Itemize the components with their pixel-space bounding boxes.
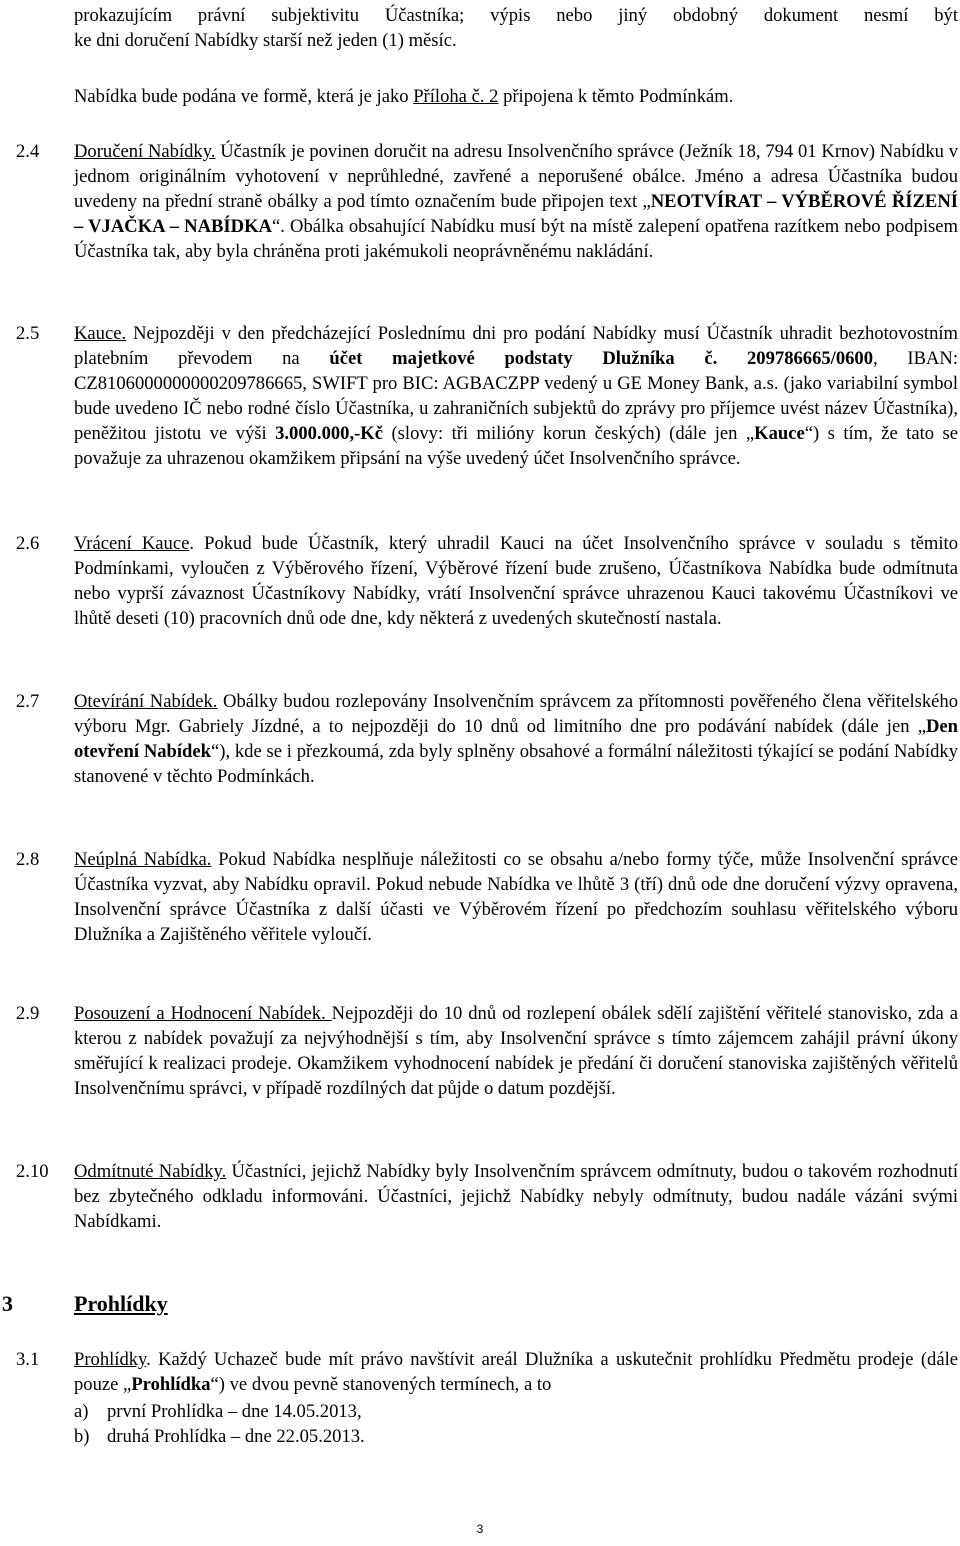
section-number-2-6: 2.6 (16, 533, 40, 554)
section-number-2-4: 2.4 (16, 141, 40, 162)
section-title: Vrácení Kauce (74, 533, 190, 554)
section-number-2-9: 2.9 (16, 1003, 40, 1024)
section-number-3-1: 3.1 (16, 1349, 40, 1370)
section-number-2-10: 2.10 (16, 1161, 49, 1182)
section-2-10: Odmítnuté Nabídky. Účastníci, jejichž Nabídky byly Insolvenčním správcem odmítnuty, budou o takovém rozhodnutí bez zbytečného odkladu informováni. Účastníci, jejichž Nabídky nebyly odmítnuty, budou nadále vázáni svými Nabídkami. (74, 1161, 958, 1232)
section-2-4: Doručení Nabídky. Účastník je povinen doručit na adresu Insolvenčního správce (Ježník 18, 794 01 Krnov) Nabídku v jednom originálním vyhotovení v neprůhledné, zavřené a neporušené obálce. Jméno a adresa Účastníka budou uvedeny na přední straně obálky a pod tímto označením bude připojen text „NEOTVÍRAT – VÝBĚROVÉ ŘÍZENÍ – VJAČKA – NABÍDKA“. Obálka obsahující Nabídku musí být na místě zalepení opatřena razítkem nebo podpisem Účastníka tak, aby byla chráněna proti jakémukoli neoprávněnému nakládání. (74, 141, 959, 262)
section-title: Neúplná Nabídka. (74, 849, 212, 870)
section-title: Kauce. (74, 323, 127, 344)
section-title: Odmítnuté Nabídky. (74, 1161, 227, 1182)
section-title: Posouzení a Hodnocení Nabídek. (74, 1003, 332, 1024)
section-number-2-7: 2.7 (16, 691, 40, 712)
heading-prohlidky: Prohlídky (74, 1291, 168, 1316)
section-2-6: Vrácení Kauce. Pokud bude Účastník, který uhradil Kauci na účet Insolvenčního správce v souladu s těmito Podmínkami, vyloučen z Výběrového řízení, Výběrové řízení bude zrušeno, Účastníkova Nabídka bude odmítnuta nebo vyprší závaznost Účastníkovy Nabídky, vrátí Insolvenční správce uhrazenou Kauci takovému Účastníkovi ve lhůtě deseti (10) pracovních dnů ode dne, kdy některá z uvedených skutečností nastala. (74, 533, 959, 629)
intro-line-1: prokazujícím právní subjektivitu Účastníka; výpis nebo jiný obdobný dokument nesmí být (74, 5, 958, 26)
form-paragraph: Nabídka bude podána ve formě, která je jako Příloha č. 2 připojena k těmto Podmínkám. (74, 86, 734, 107)
intro-line-2: ke dni doručení Nabídky starší než jeden (1) měsíc. (74, 30, 457, 51)
section-3-1: Prohlídky. Každý Uchazeč bude mít právo navštívit areál Dlužníka a uskutečnit prohlídku Předmětu prodeje (dále pouze „Prohlídka“) ve dvou pevně stanovených termínech, a to (74, 1349, 958, 1395)
section-number-2-8: 2.8 (16, 849, 40, 870)
intro-paragraph (74, 3, 958, 53)
section-title: Otevírání Nabídek. (74, 691, 218, 712)
section-2-7: Otevírání Nabídek. Obálky budou rozlepovány Insolvenčním správcem za přítomnosti pověřeného člena věřitelského výboru Mgr. Gabriely Jízdné, a to nejpozději do 10 dnů od limitního dne pro podávání nabídek (dále jen „Den otevření Nabídek“), kde se i přezkoumá, zda byly splněny obsahové a formální náležitosti týkající se podání Nabídky stanovené v těchto Podmínkách. (74, 691, 958, 787)
attachment-link: Příloha č. 2 (413, 86, 499, 107)
list-item: b) druhá Prohlídka – dne 22.05.2013. (74, 1426, 365, 1447)
section-2-5: Kauce. Nejpozději v den předcházející Poslednímu dni pro podání Nabídky musí Účastník uhradit bezhotovostním platebním převodem na účet majetkové podstaty Dlužníka č. 209786665/0600, IBAN: CZ8106000000000209786665, SWIFT pro BIC: AGBACZPP vedený u GE Money Bank, a.s. (jako variabilní symbol bude uvedeno IČ nebo rodné číslo Účastníka, u zahraničních subjektů do zprávy pro příjemce uvést název Účastníka), peněžitou jistotu ve výši 3.000.000,-Kč (slovy: tři milióny korun českých) (dále jen „Kauce“) s tím, že tato se považuje za uhrazenou okamžikem připsání na výše uvedený účet Insolvenčního správce. (74, 323, 959, 469)
section-title: Prohlídky (74, 1349, 147, 1370)
section-number-2-5: 2.5 (16, 323, 40, 344)
page-number: 3 (476, 1522, 484, 1536)
heading-number-3: 3 (2, 1291, 13, 1316)
list-item: a) první Prohlídka – dne 14.05.2013, (74, 1401, 362, 1422)
section-2-8: Neúplná Nabídka. Pokud Nabídka nesplňuje náležitosti co se obsahu a/nebo formy týče, může Insolvenční správce Účastníka vyzvat, aby Nabídku opravil. Pokud nebude Nabídka ve lhůtě 3 (tří) dnů ode dne doručení výzvy opravena, Insolvenční správce Účastníka z další účasti ve Výběrovém řízení po předchozím souhlasu věřitelského výboru Dlužníka a Zajištěného věřitele vyloučí. (74, 849, 958, 945)
section-2-9: Posouzení a Hodnocení Nabídek. Nejpozději do 10 dnů od rozlepení obálek sdělí zajištění věřitelé stanovisko, zda a kterou z nabídek považují za nejvýhodnější s tím, aby Insolvenční správce s tímto zájemcem zahájil právní úkony směřující k realizaci prodeje. Okamžikem vyhodnocení nabídek je předání či doručení stanoviska zajištěných věřitelů Insolvenčnímu správci, v případě rozdílných dat půjde o datum pozdější. (74, 1003, 958, 1099)
inspection-dates-list (74, 1399, 365, 1449)
section-title: Doručení Nabídky. (74, 141, 216, 162)
